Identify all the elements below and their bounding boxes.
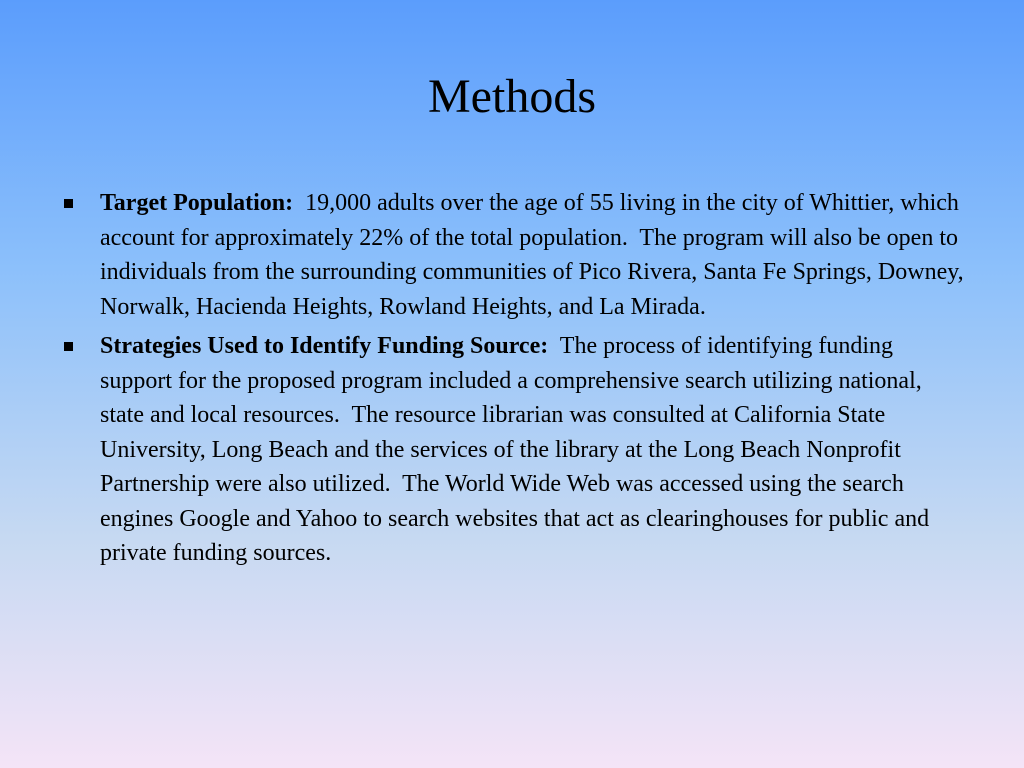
bullet-text: 19,000 adults over the age of 55 living in the city of Whittier, which account for approximately 22% of the total population. The program will also be open to individuals from the surrounding communities of Pico Rivera, Santa Fe Springs, Downey, Norwalk, Hacienda Heights, Rowland Heights, and La Mirada.	[100, 190, 970, 320]
bullet-item-target-population	[60, 186, 970, 324]
bullet-list	[60, 186, 970, 576]
bullet-text: The process of identifying funding support for the proposed program included a comprehensive search utilizing national, state and local resources. The resource librarian was consulted at California State University, Long Beach and the services of the library at the Long Beach Nonprofit Partnership were also utilized. The World Wide Web was accessed using the search engines Google and Yahoo to search websites that act as clearinghouses for public and private funding sources.	[100, 333, 936, 566]
square-bullet-icon	[64, 342, 73, 351]
square-bullet-icon	[64, 199, 73, 208]
bullet-lead: Target Population:	[100, 190, 294, 216]
bullet-lead: Strategies Used to Identify Funding Source:	[100, 333, 549, 359]
slide-title: Methods	[428, 70, 596, 123]
bullet-item-funding-strategies	[60, 329, 970, 571]
